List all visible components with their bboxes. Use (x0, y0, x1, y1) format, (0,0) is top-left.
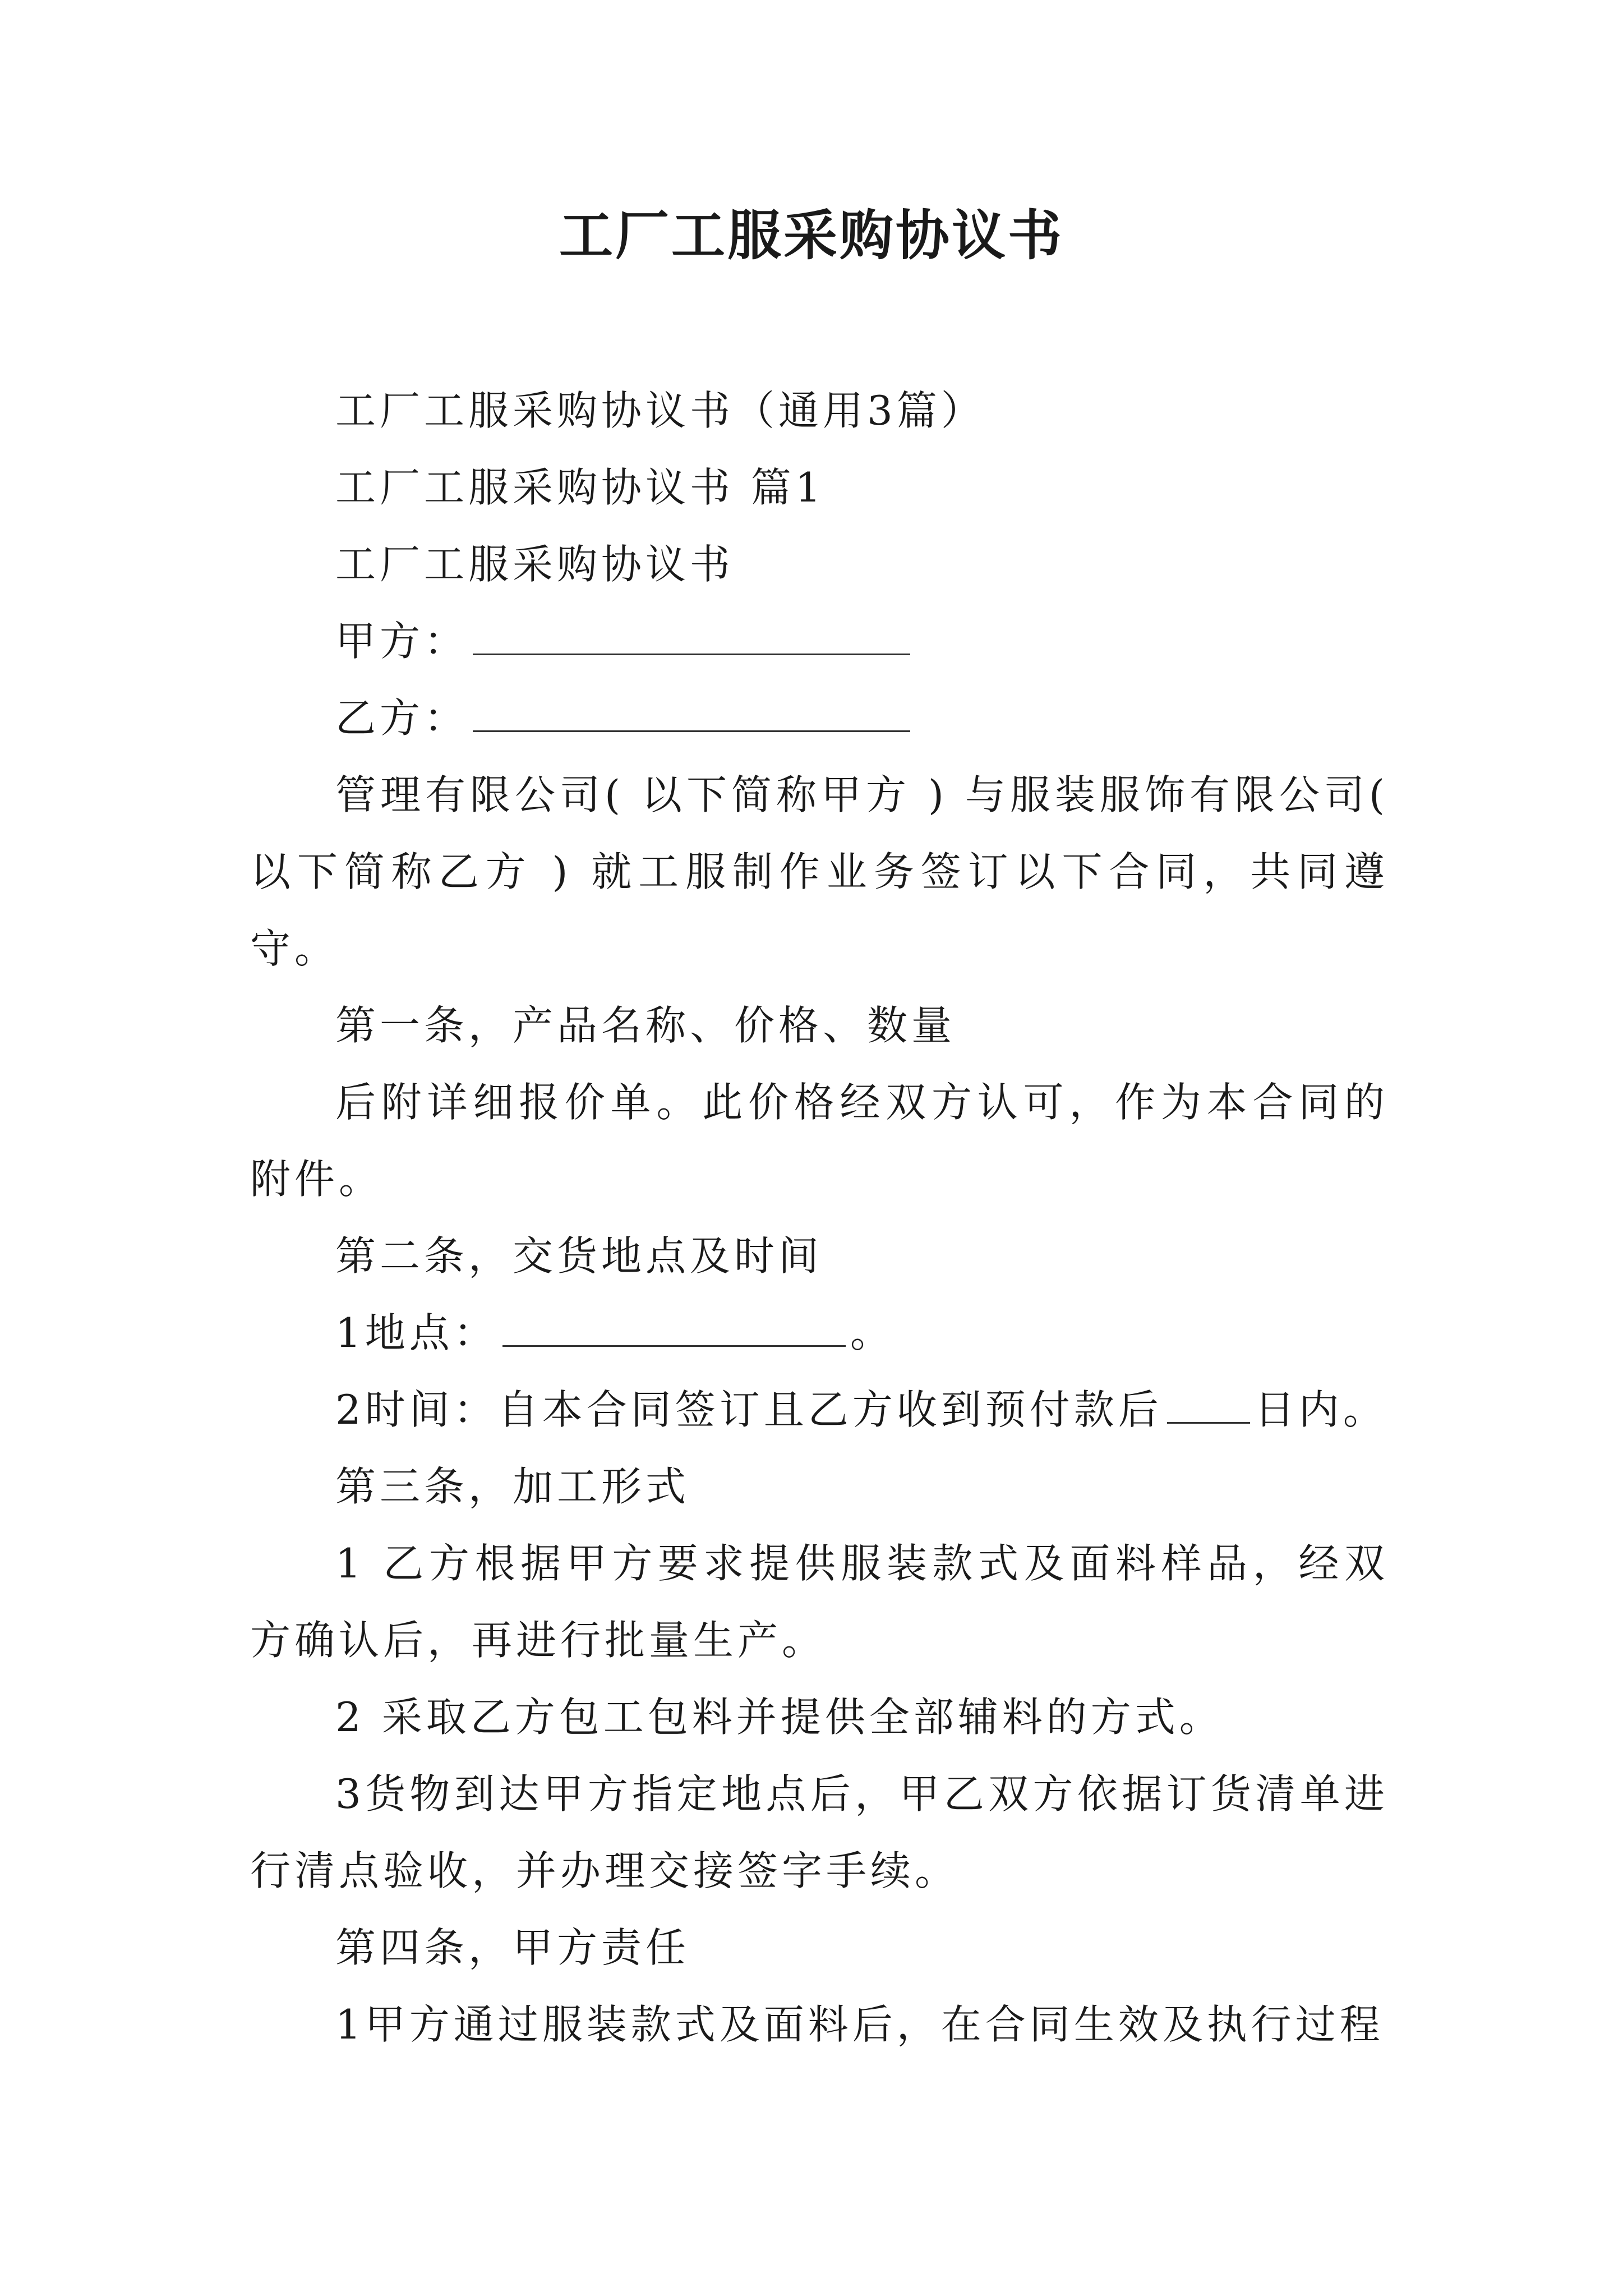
article4-item1: 1甲方通过服装款式及面料后，在合同生效及执行过程 (335, 2001, 1384, 2048)
document-body (250, 372, 1389, 2063)
party-a-label: 甲方： (335, 618, 469, 665)
party-a-blank (473, 606, 910, 655)
article2-heading: 第二条，交货地点及时间 (335, 1232, 823, 1280)
section-heading: 工厂工服采购协议书 篇1 (335, 464, 825, 511)
article4-heading: 第四条，甲方责任 (335, 1924, 690, 1971)
document-title: 工厂工服采购协议书 (559, 204, 1064, 267)
place-blank (502, 1298, 846, 1347)
time-text-before: 2时间：自本合同签订且乙方收到预付款后 (335, 1386, 1163, 1433)
article3-item1: 1 乙方根据甲方要求提供服装款式及面料样品，经双方确认后，再进行批量生产。 (250, 1540, 1389, 1664)
article2-item1 (250, 1295, 1389, 1372)
party-a-line (250, 603, 1389, 680)
article3-item2: 2 采取乙方包工包料并提供全部辅料的方式。 (335, 1694, 1224, 1741)
place-end: 。 (850, 1309, 895, 1356)
days-blank (1167, 1375, 1250, 1424)
place-label: 1地点： (335, 1309, 498, 1356)
party-b-line (250, 680, 1389, 757)
article2-item2 (250, 1372, 1389, 1448)
party-b-blank (473, 683, 910, 732)
article1-text: 后附详细报价单。此价格经双方认可，作为本合同的附件。 (250, 1079, 1389, 1203)
article3-heading: 第三条，加工形式 (335, 1463, 690, 1510)
time-text-after: 日内。 (1254, 1386, 1387, 1433)
party-b-label: 乙方： (335, 694, 469, 742)
article1-heading: 第一条，产品名称、价格、数量 (335, 1002, 956, 1049)
doc-heading: 工厂工服采购协议书 (335, 541, 735, 588)
article3-item3: 3货物到达甲方指定地点后，甲乙双方依据订货清单进行清点验收，并办理交接签字手续。 (250, 1770, 1389, 1894)
subtitle: 工厂工服采购协议书（通用3篇） (335, 387, 985, 434)
preamble: 管理有限公司( 以下简称甲方 ) 与服装服饰有限公司( 以下简称乙方 ) 就工服制作业务签订以下合同，共同遵守。 (250, 771, 1389, 972)
